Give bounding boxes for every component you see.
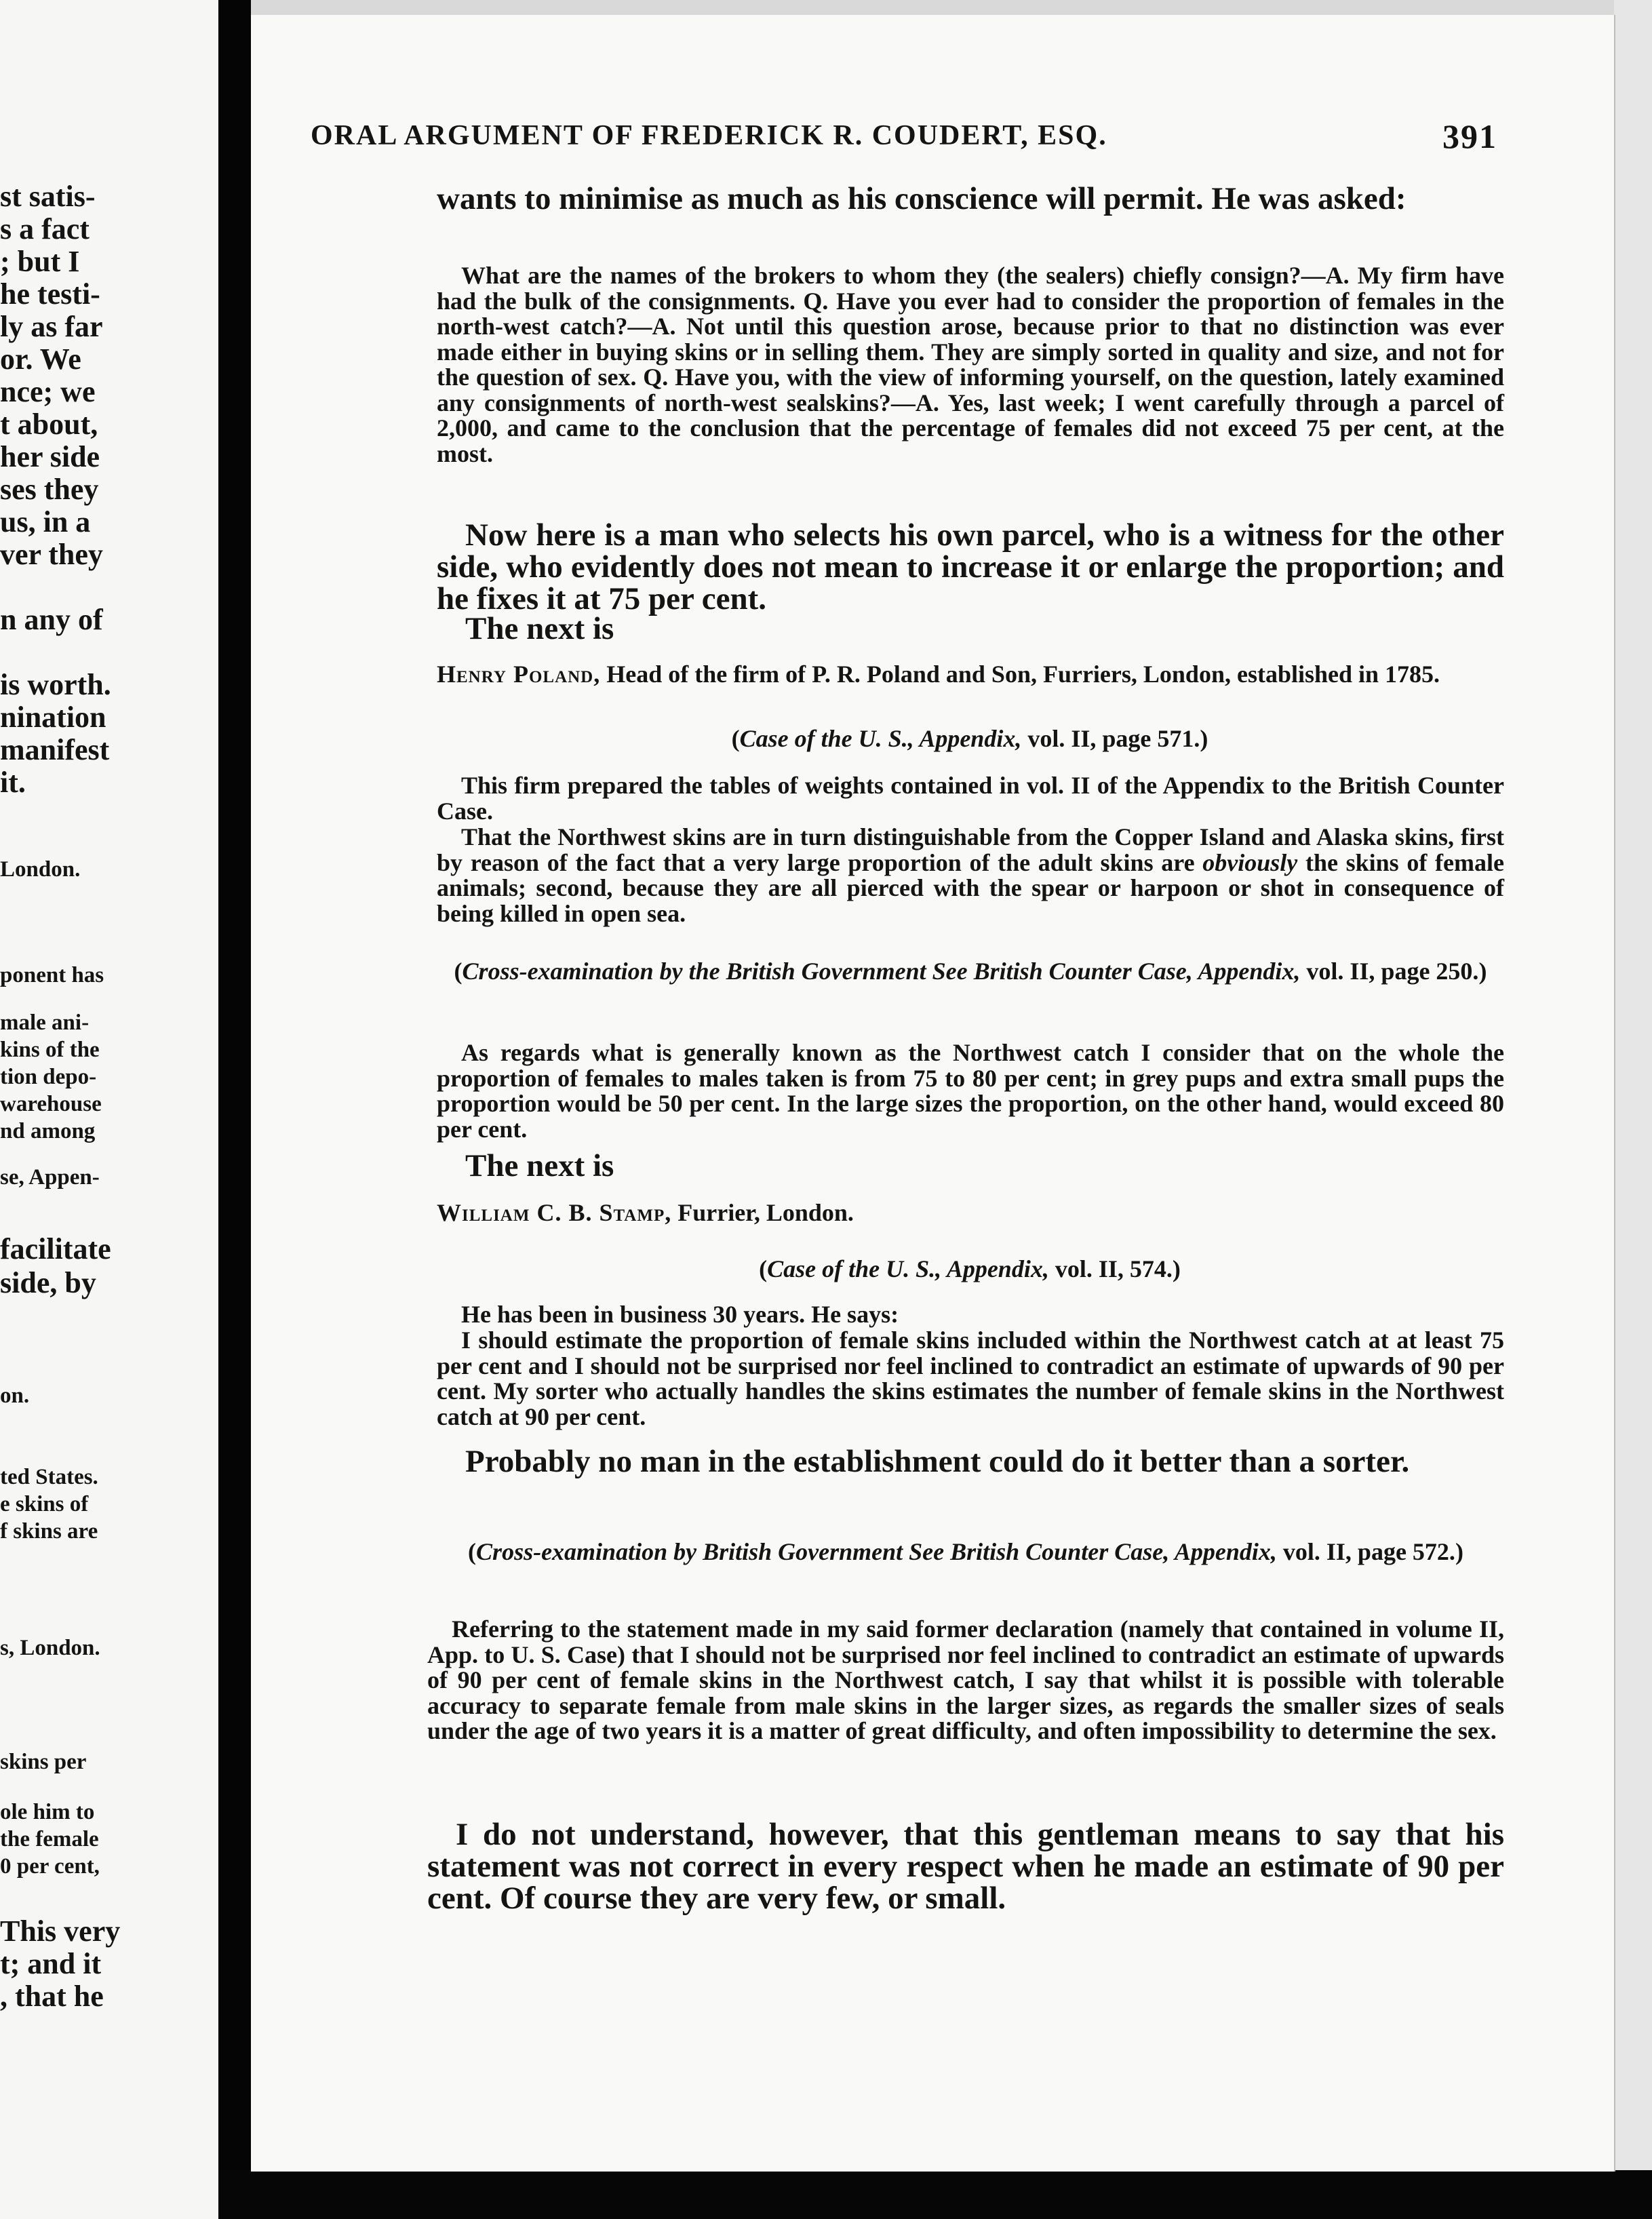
citation: (Case of the U. S., Appendix, vol. II, page 571.) (731, 725, 1208, 752)
facing-page-line: t; and it (0, 1947, 102, 1980)
facing-page-line: he testi- (0, 277, 100, 311)
paragraph: The next is (465, 611, 614, 646)
citation-source: Cross-examination by the British Government See British Counter Case, Appendix, (462, 958, 1301, 985)
paragraph: wants to minimise as much as his conscience will permit. He was asked: (437, 181, 1407, 216)
facing-page-line: it. (0, 766, 26, 799)
facing-page-line: the female (0, 1827, 99, 1851)
facing-page-line: skins per (0, 1750, 87, 1774)
paragraph: The next is (465, 1148, 614, 1183)
facing-page-line: st satis- (0, 180, 96, 213)
citation-location: vol. II, 574. (1048, 1255, 1173, 1282)
facing-page-line: ; but I (0, 245, 80, 278)
facing-page-line: nce; we (0, 375, 96, 408)
paragraph: Now here is a man who selects his own parcel, who is a witness for the other side, who evidently does not mean to increase it or enlarge the proportion; and he fixes it at 75 per cent. (437, 517, 1504, 616)
facing-page-line: n any of (0, 603, 103, 636)
citation-source: Case of the U. S., Appendix, (767, 1255, 1049, 1282)
paragraph: Probably no man in the establishment could do it better than a sorter. (465, 1444, 1410, 1479)
facing-page-line: ted States. (0, 1465, 98, 1489)
witness-entry (437, 1200, 1504, 1226)
witness-description: Head of the firm of P. R. Poland and Son, Furriers, London, established in 1785. (600, 661, 1440, 688)
facing-page-line: 0 per cent, (0, 1854, 100, 1879)
quoted-testimony: Referring to the statement made in my said former declaration (namely that contained in volume II, App. to U. S. Case) that I should not be surprised nor feel inclined to contradict an estimate of upwards of 90 per cent of female skins in the Northwest catch, I say that whilst it is possible with tolerable accuracy to separate female from male skins in the larger sizes, as regards the smaller sizes of seals under the age of two years it is a matter of great difficulty, and often impossibility to determine the sex. (427, 1615, 1504, 1744)
citation: (Cross-examination by the British Government See British Counter Case, Appendix, vol. II, page 250.) (454, 958, 1487, 985)
citation-source: Case of the U. S., Appendix, (739, 725, 1022, 752)
witness-entry (437, 662, 1504, 688)
facing-page-line: nination (0, 701, 106, 734)
witness-name: William C. B. Stamp, (437, 1199, 672, 1226)
scan-border (218, 2170, 1652, 2219)
facing-page-line: side, by (0, 1266, 96, 1299)
quoted-testimony: As regards what is generally known as the Northwest catch I consider that on the whole the proportion of females to males taken is from 75 to 80 per cent; in grey pups and extra small pups the proportion would be 50 per cent. In the large sizes the proportion, on the other hand, would exceed 80 per cent. (437, 1039, 1504, 1143)
facing-page-line: s a fact (0, 212, 90, 246)
citation-source: Cross-examination by British Government See British Counter Case, Appendix, (476, 1538, 1277, 1565)
citation: (Cross-examination by British Government See British Counter Case, Appendix, vol. II, page 572.) (468, 1538, 1463, 1565)
facing-page-line: ponent has (0, 963, 104, 987)
facing-page-line: on. (0, 1383, 30, 1408)
citation: (Case of the U. S., Appendix, vol. II, 574.) (759, 1255, 1181, 1282)
facing-page-line: her side (0, 440, 100, 473)
book-gutter (218, 0, 251, 2219)
facing-page-line: ly as far (0, 310, 103, 343)
facing-page (0, 0, 218, 2219)
testimony-text: the skins of female animals; second, because they are all pierced with the spear or harpoon or shot in consequence of being killed in open sea. (437, 848, 1504, 927)
page-edge (1614, 0, 1652, 2170)
facing-page-line: kins of the (0, 1038, 100, 1062)
quoted-testimony (437, 825, 1504, 926)
quoted-testimony: What are the names of the brokers to whom they (the sealers) chiefly consign?—A. My firm have had the bulk of the consignments. Q. Have you ever had to consider the proportion of females in the north-west catch?—A. Not until this question arose, because prior to that no distinction was ever made either in buying skins or in selling them. They are simply sorted in quality and size, and not for the question of sex. Q. Have you, with the view of informing yourself, on the question, lately examined any consignments of north-west sealskins?—A. Yes, last week; I went carefully through a parcel of 2,000, and came to the conclusion that the percentage of females did not exceed 75 per cent, at the most. (437, 262, 1504, 467)
running-header (311, 119, 1497, 164)
facing-page-line: us, in a (0, 505, 91, 538)
paragraph: He has been in business 30 years. He says: (461, 1301, 899, 1328)
facing-page-line: manifest (0, 733, 110, 766)
facing-page-line: ver they (0, 538, 103, 571)
facing-page-line: e skins of (0, 1492, 89, 1516)
testimony-text: That the Northwest skins are in turn distinguishable from the Copper Island and Alaska skins, first by reason of the fact that a very large proportion of the adult skins are (437, 823, 1504, 876)
facing-page-line: This very (0, 1914, 121, 1948)
running-title: ORAL ARGUMENT OF FREDERICK R. COUDERT, ESQ. (311, 120, 1107, 151)
facing-page-line: se, Appen- (0, 1165, 100, 1190)
page-number: 391 (1442, 117, 1497, 155)
quoted-testimony: I should estimate the proportion of female skins included within the Northwest catch at at least 75 per cent and I should not be surprised nor feel inclined to contradict an estimate of upwards of 90 per cent. My sorter who actually handles the skins estimates the number of female skins in the Northwest catch at 90 per cent. (437, 1327, 1504, 1430)
paragraph: I do not understand, however, that this gentleman means to say that his statement was not correct in every respect when he made an estimate of 90 per cent. Of course they are very few, or small. (427, 1817, 1504, 1916)
facing-page-line: male ani- (0, 1010, 90, 1035)
witness-description: Furrier, London. (671, 1199, 854, 1226)
facing-page-line: ole him to (0, 1800, 95, 1824)
citation-location: vol. II, page 571. (1021, 725, 1200, 752)
facing-page-line: , that he (0, 1980, 104, 2013)
facing-page-line: tion depo- (0, 1065, 97, 1089)
facing-page-line: s, London. (0, 1636, 100, 1660)
facing-page-line: London. (0, 857, 81, 882)
quoted-testimony: This firm prepared the tables of weights contained in vol. II of the Appendix to the British Counter Case. (437, 772, 1504, 825)
facing-page-line: warehouse (0, 1092, 102, 1116)
citation-location: vol. II, page 572. (1276, 1538, 1455, 1565)
facing-page-line: t about, (0, 408, 98, 441)
facing-page-line: f skins are (0, 1519, 98, 1544)
witness-name: Henry Poland, (437, 661, 601, 688)
facing-page-line: nd among (0, 1119, 96, 1143)
testimony-emphasis: obviously (1202, 848, 1298, 876)
facing-page-line: is worth. (0, 668, 111, 701)
facing-page-line: facilitate (0, 1232, 111, 1265)
facing-page-line: ses they (0, 473, 99, 506)
citation-location: vol. II, page 250. (1300, 958, 1479, 985)
facing-page-line: or. We (0, 342, 81, 376)
